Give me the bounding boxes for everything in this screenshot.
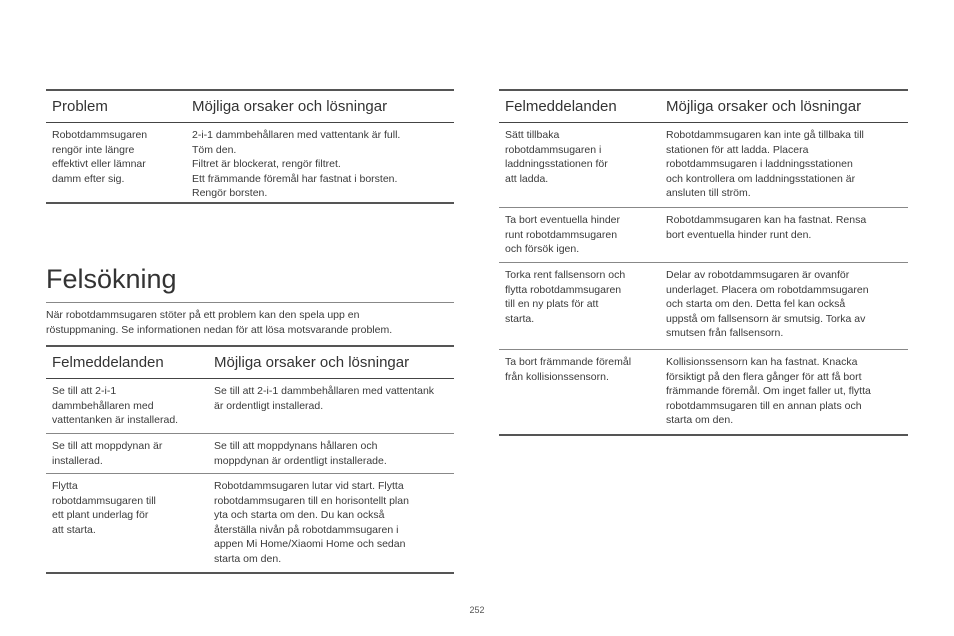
error-cell: Ta bort främmande föremål från kollisionssensorn. — [505, 356, 632, 383]
problem-table — [46, 89, 454, 204]
section-intro: När robotdammsugaren stöter på ett problem kan den spela upp en röstuppmaning. Se informationen nedan för att lösa motsvarande problem. — [46, 302, 454, 337]
solution-cell: Robotdammsugaren lutar vid start. Flytta robotdammsugaren till en horisontellt plan yta och starta om den. Du kan också återställa nivån på robotdammsugaren i appen Mi Home/Xiaomi Home och sedan starta om den. — [214, 480, 409, 565]
solution-cell: Kollisionssensorn kan ha fastnat. Knacka försiktigt på den flera gånger för att få bort främmande föremål. Om inget faller ut, flytta robotdammsugaren till en annan plats och starta om den. — [666, 356, 871, 426]
page-number: 252 — [469, 605, 485, 615]
table-header — [499, 91, 908, 123]
section-title: Felsökning — [46, 264, 177, 294]
table-row — [46, 473, 454, 572]
error-table-right — [499, 89, 908, 436]
solution-cell: Robotdammsugaren kan ha fastnat. Rensa bort eventuella hinder runt den. — [666, 214, 867, 241]
header-solutions: Möjliga orsaker och lösningar — [214, 354, 410, 371]
error-cell: Sätt tillbaka robotdammsugaren i laddningsstationen för att ladda. — [505, 129, 608, 185]
table-header — [46, 347, 454, 379]
solution-cell: 2-i-1 dammbehållaren med vattentank är full. Töm den. Filtret är blockerat, rengör filtret. Ett främmande föremål har fastnat i borsten. Rengör borsten. — [192, 129, 401, 199]
error-cell: Flytta robotdammsugaren till ett plant underlag för att starta. — [52, 480, 156, 536]
table-row — [499, 123, 908, 207]
solution-cell: Delar av robotdammsugaren är ovanför underlaget. Placera om robotdammsugaren och starta om den. Detta fel kan också uppstå om fallsensorn är smutsig. Torka av smutsen från fallsensorn. — [666, 269, 869, 339]
header-error-messages: Felmeddelanden — [52, 354, 164, 371]
header-error-messages: Felmeddelanden — [505, 98, 617, 115]
header-solutions: Möjliga orsaker och lösningar — [666, 98, 862, 115]
error-table-left — [46, 345, 454, 574]
error-cell: Torka rent fallsensorn och flytta robotdammsugaren till en ny plats för att starta. — [505, 269, 626, 325]
solution-cell: Robotdammsugaren kan inte gå tillbaka till stationen för att ladda. Placera robotdammsugaren i laddningsstationen och kontrollera om laddningsstationen är ansluten till ström. — [666, 129, 864, 199]
table-row — [46, 123, 454, 202]
table-header — [46, 91, 454, 123]
table-row — [46, 379, 454, 433]
error-cell: Ta bort eventuella hinder runt robotdammsugaren och försök igen. — [505, 214, 620, 255]
problem-cell: Robotdammsugaren rengör inte längre effektivt eller lämnar damm efter sig. — [52, 129, 148, 185]
table-row — [499, 349, 908, 434]
error-cell: Se till att 2-i-1 dammbehållaren med vattentanken är installerad. — [52, 385, 179, 426]
solution-cell: Se till att 2-i-1 dammbehållaren med vattentank är ordentligt installerad. — [214, 385, 435, 412]
header-solutions: Möjliga orsaker och lösningar — [192, 98, 388, 115]
table-row — [499, 262, 908, 349]
table-row — [46, 433, 454, 473]
error-cell: Se till att moppdynan är installerad. — [52, 440, 163, 467]
table-row — [499, 207, 908, 262]
header-problem: Problem — [52, 98, 108, 115]
solution-cell: Se till att moppdynans hållaren och moppdynan är ordentligt installerade. — [214, 440, 387, 467]
